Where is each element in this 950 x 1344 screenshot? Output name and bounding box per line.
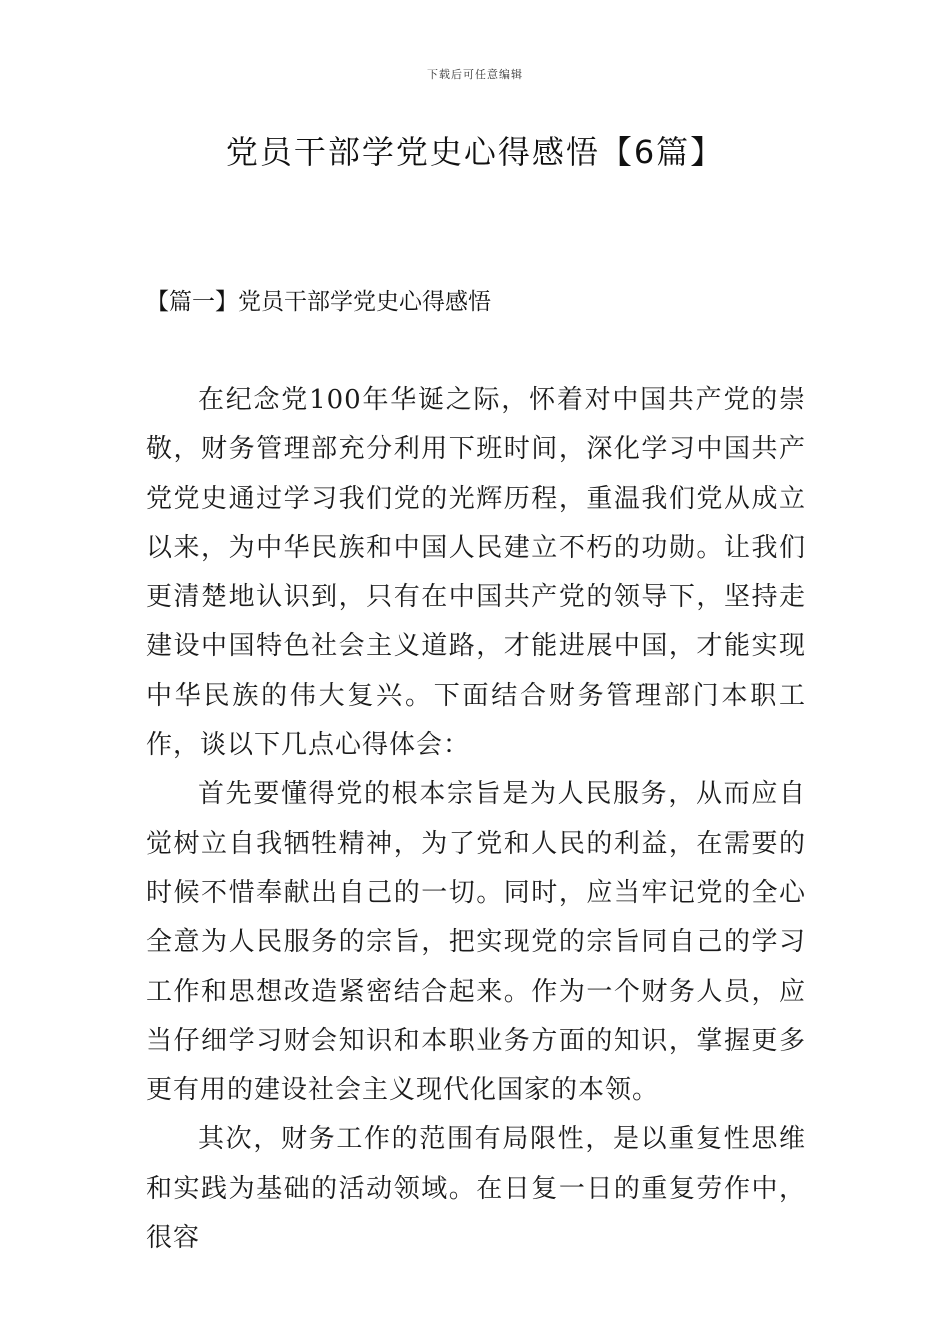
paragraph: 其次，财务工作的范围有局限性，是以重复性思维和实践为基础的活动领域。在日复一日的重复劳作中，很容 [146, 1124, 806, 1254]
header-note: 下载后可任意编辑 [427, 68, 523, 81]
section-heading: 【篇一】党员干部学党史心得感悟 [146, 289, 491, 315]
paragraph: 在纪念党100年华诞之际，怀着对中国共产党的崇敬，财务管理部充分利用下班时间，深化学习中国共产党党史通过学习我们党的光辉历程，重温我们党从成立以来，为中华民族和中国人民建立不朽的功勋。让我们更清楚地认识到，只有在中国共产党的领导下，坚持走建设中国特色社会主义道路，才能进展中国，才能实现中华民族的伟大复兴。下面结合财务管理部门本职工作，谈以下几点心得体会： [146, 385, 806, 761]
paragraph: 首先要懂得党的根本宗旨是为人民服务，从而应自觉树立自我牺牲精神，为了党和人民的利益，在需要的时候不惜奉献出自己的一切。同时，应当牢记党的全心全意为人民服务的宗旨，把实现党的宗旨同自己的学习工作和思想改造紧密结合起来。作为一个财务人员，应当仔细学习财会知识和本职业务方面的知识，掌握更多更有用的建设社会主义现代化国家的本领。 [146, 779, 806, 1106]
body-text [146, 376, 806, 1263]
document-title: 党员干部学党史心得感悟【6篇】 [225, 133, 725, 171]
